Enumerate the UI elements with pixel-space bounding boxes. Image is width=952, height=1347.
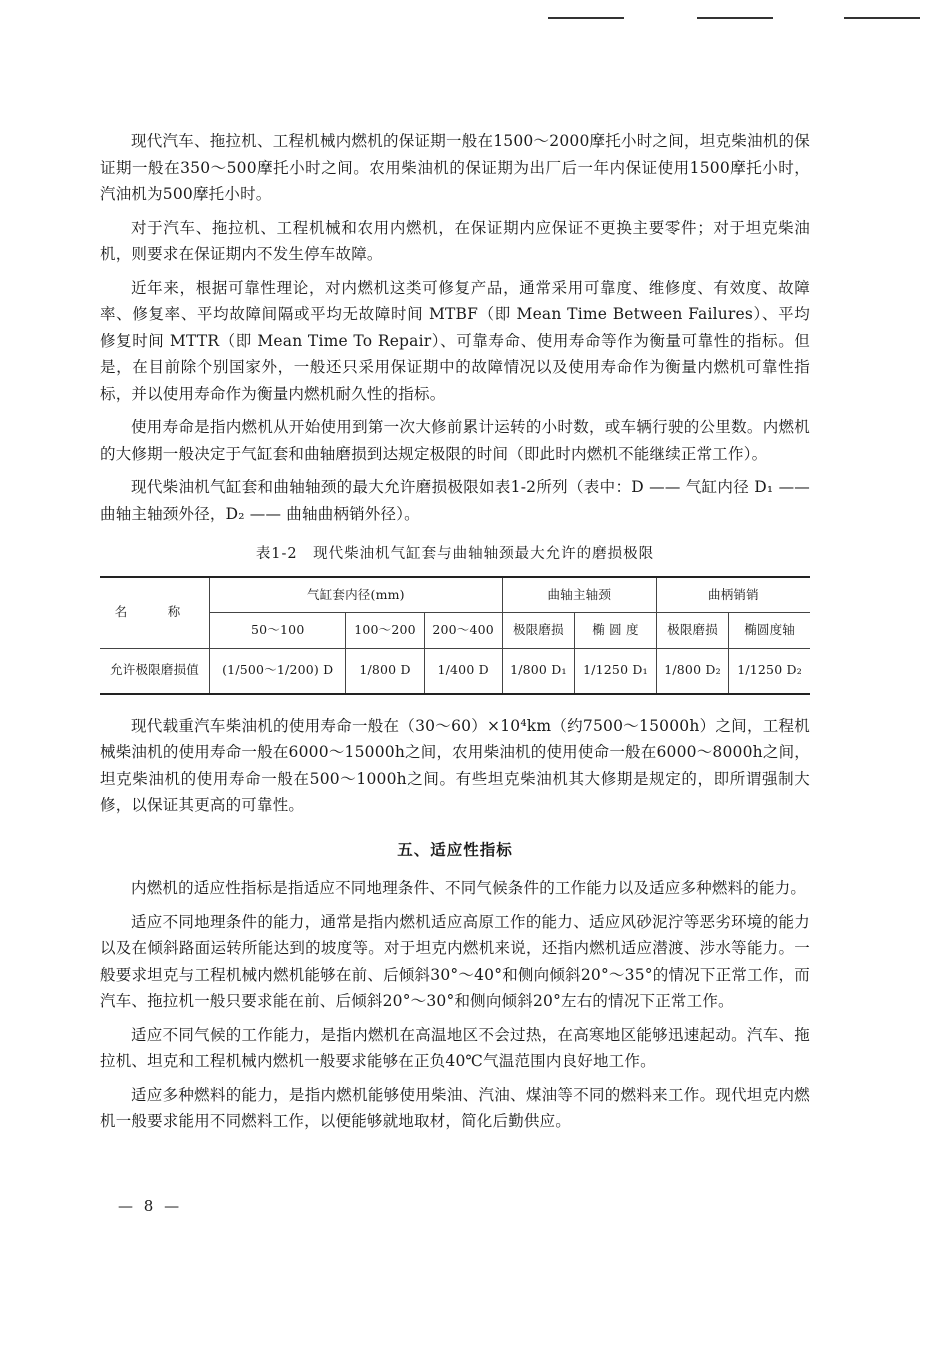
table-cell: 1/1250 D₁ [575,648,657,694]
paragraph: 近年来，根据可靠性理论，对内燃机这类可修复产品，通常采用可靠度、维修度、有效度、故障率、修复率、平均故障间隔或平均无故障时间 MTBF（即 Mean Time Between Failures）、平均修复时间 MTTR（即 Mean Time To Repair）、可靠寿命、使用寿命等作为衡量可靠性的指标。但是，在目前除个别国家外，一般还只采用保证期中的故障情况以及使用寿命作为衡量内燃机可靠性指标，并以使用寿命作为衡量内燃机耐久性的指标。 [100,278,810,403]
table-subheader: 50～100 [210,613,346,649]
paragraph: 使用寿命是指内燃机从开始使用到第一次大修前累计运转的小时数，或车辆行驶的公里数。内燃机的大修期一般决定于气缸套和曲轴磨损到达规定极限的时间（即此时内燃机不能继续正常工作）。 [100,418,810,463]
table-subheader: 极限磨损 [502,613,574,649]
table-subheader: 100～200 [346,613,424,649]
header-rule [548,17,624,19]
paragraph: 现代柴油机气缸套和曲轴轴颈的最大允许磨损极限如表1-2所列（表中：D —— 气缸内径 D₁ —— 曲轴主轴颈外径，D₂ —— 曲轴曲柄销外径）。 [100,478,810,523]
table-cell: (1/500～1/200) D [210,648,346,694]
paragraph: 现代汽车、拖拉机、工程机械内燃机的保证期一般在1500～2000摩托小时之间，坦克柴油机的保证期一般在350～500摩托小时之间。农用柴油机的保证期为出厂后一年内保证使用1500摩托小时，汽油机为500摩托小时。 [100,132,810,203]
table-cell: 1/800 D₂ [656,648,728,694]
paragraph: 内燃机的适应性指标是指适应不同地理条件、不同气候条件的工作能力以及适应多种燃料的能力。 [131,879,807,897]
table-cell: 1/1250 D₂ [729,648,810,694]
table-subheader: 椭圆度轴 [729,613,810,649]
header-rule [697,17,773,19]
page-body [100,128,810,1142]
table-subheader: 200～400 [424,613,502,649]
paragraph: 对于汽车、拖拉机、工程机械和农用内燃机，在保证期内应保证不更换主要零件；对于坦克柴油机，则要求在保证期内不发生停车故障。 [100,218,810,263]
table-cell: 1/400 D [424,648,502,694]
table-subheader: 极限磨损 [656,613,728,649]
table-caption: 表1-2 现代柴油机气缸套与曲轴轴颈最大允许的磨损极限 [255,546,655,562]
table-group-main-journal: 曲轴主轴颈 [502,577,656,613]
header-rule [844,17,920,19]
table-row-label: 允许极限磨损值 [100,648,210,694]
table-cell: 1/800 D₁ [502,648,574,694]
section-title: 五、适应性指标 [397,839,513,859]
paragraph: 现代载重汽车柴油机的使用寿命一般在（30～60）×10⁴km（约7500～15000h）之间，工程机械柴油机的使用寿命一般在6000～15000h之间，农用柴油机的使用使命一般在6000～8000h之间，坦克柴油机的使用寿命一般在500～1000h之间。有些坦克柴油机其大修期是规定的，即所谓强制大修，以保证其更高的可靠性。 [100,716,810,814]
table-cell: 1/800 D [346,648,424,694]
page-number: — 8 — [118,1197,183,1215]
table-name-header: 名 称 [100,577,210,649]
table-subheader: 椭 圆 度 [575,613,657,649]
wear-limit-table [100,576,810,695]
paragraph: 适应不同气候的工作能力，是指内燃机在高温地区不会过热，在高寒地区能够迅速起动。汽车、拖拉机、坦克和工程机械内燃机一般要求能够在正负40℃气温范围内良好地工作。 [100,1025,810,1070]
table-group-cylinder: 气缸套内径(mm) [210,577,503,613]
table-group-crankpin: 曲柄销销 [656,577,810,613]
paragraph: 适应多种燃料的能力，是指内燃机能够使用柴油、汽油、煤油等不同的燃料来工作。现代坦克内燃机一般要求能用不同燃料工作，以便能够就地取材，简化后勤供应。 [100,1085,810,1130]
paragraph: 适应不同地理条件的能力，通常是指内燃机适应高原工作的能力、适应风砂泥泞等恶劣环境的能力以及在倾斜路面运转所能达到的坡度等。对于坦克内燃机来说，还指内燃机适应潜渡、涉水等能力。一般要求坦克与工程机械内燃机能够在前、后倾斜30°～40°和侧向倾斜20°～35°的情况下正常工作，而汽车、拖拉机一般只要求能在前、后倾斜20°～30°和侧向倾斜20°左右的情况下正常工作。 [100,912,810,1010]
